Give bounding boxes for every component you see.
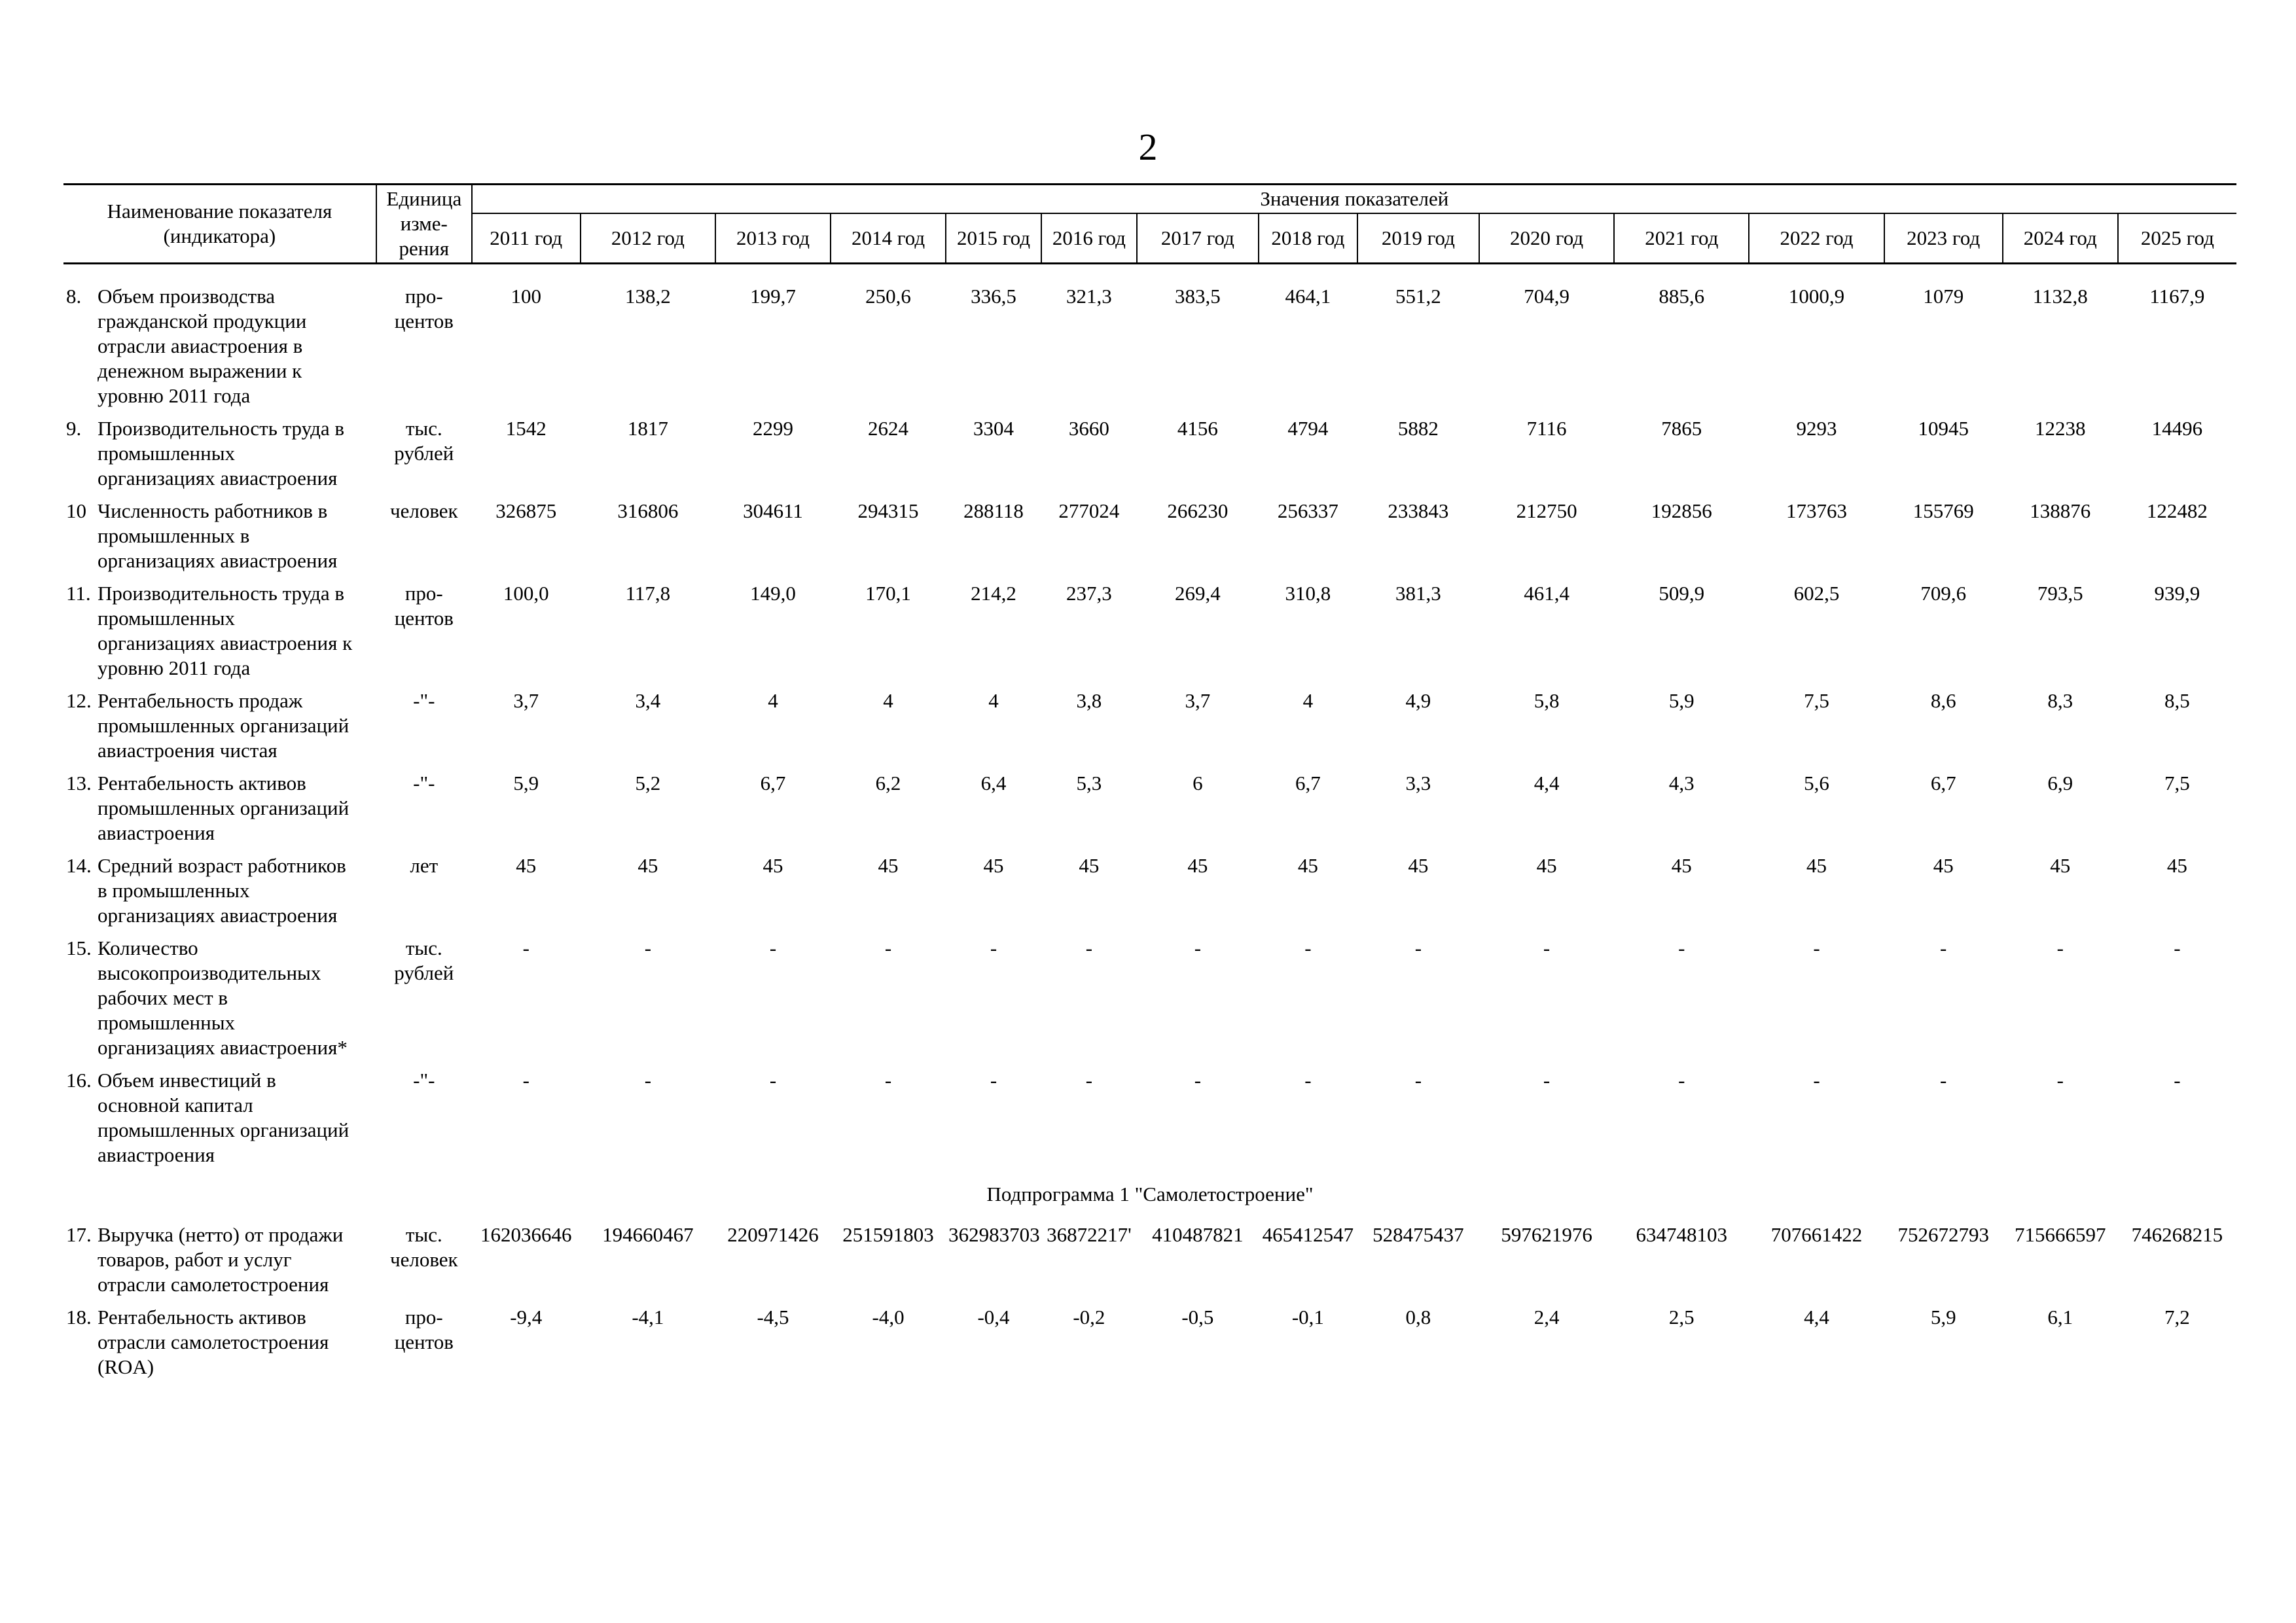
indicator-value: 5,9 xyxy=(1930,1306,1956,1329)
year-header: 2021 год xyxy=(1614,213,1749,264)
indicator-unit: про-центов xyxy=(394,285,454,332)
indicator-value: 294315 xyxy=(857,499,919,522)
indicator-value: 551,2 xyxy=(1395,285,1441,308)
indicator-value: 752672793 xyxy=(1897,1223,1989,1246)
indicator-value: 45 xyxy=(878,854,899,877)
indicator-value: 461,4 xyxy=(1524,582,1570,605)
indicator-value: - xyxy=(1085,1069,1093,1092)
indicator-value: 138876 xyxy=(2030,499,2091,522)
indicator-value: 326875 xyxy=(495,499,557,522)
indicator-value: 45 xyxy=(1297,854,1318,877)
indicator-value: 8,5 xyxy=(2164,689,2190,712)
indicator-value: 7116 xyxy=(1526,417,1567,440)
indicator-value: -0,2 xyxy=(1073,1306,1105,1329)
indicator-value: 45 xyxy=(1187,854,1208,877)
indicator-value: 6 xyxy=(1193,772,1203,794)
indicator-name-header: Наименование показателя (индикатора) xyxy=(63,185,376,264)
indicator-value: 1132,8 xyxy=(2032,285,2088,308)
indicator-value: 45 xyxy=(1079,854,1100,877)
indicator-value: 5,9 xyxy=(1668,689,1695,712)
indicator-value: 14496 xyxy=(2151,417,2203,440)
indicator-value: - xyxy=(1940,1069,1947,1092)
indicator-value: 6,7 xyxy=(1930,772,1956,794)
indicator-unit: тыс. рублей xyxy=(394,936,454,984)
indicator-name-cell xyxy=(63,1068,376,1175)
indicator-value: - xyxy=(1678,1069,1685,1092)
indicator-number: 10 xyxy=(66,499,86,522)
indicator-value: 465412547 xyxy=(1262,1223,1354,1246)
indicator-value: - xyxy=(1085,936,1093,959)
indicator-value: 2624 xyxy=(868,417,909,440)
subprogram-title: Подпрограмма 1 "Самолетостроение" xyxy=(986,1183,1314,1205)
indicator-value: 170,1 xyxy=(865,582,911,605)
indicator-name: Производительность труда в промышленных организациях авиастроения xyxy=(98,417,345,490)
indicator-value: - xyxy=(522,1069,529,1092)
indicator-number: 13. xyxy=(66,772,92,794)
year-header: 2019 год xyxy=(1357,213,1479,264)
indicator-value: 233843 xyxy=(1388,499,1449,522)
indicator-value: - xyxy=(522,936,529,959)
indicator-value: 155769 xyxy=(1912,499,1974,522)
indicator-value: 4794 xyxy=(1287,417,1329,440)
indicator-value: 597621976 xyxy=(1501,1223,1592,1246)
indicator-name-cell xyxy=(63,688,376,771)
indicator-value: 6,2 xyxy=(875,772,901,794)
indicator-value: -4,5 xyxy=(757,1306,789,1329)
year-header: 2016 год xyxy=(1041,213,1137,264)
indicator-value: 6,1 xyxy=(2047,1306,2073,1329)
indicator-value: 7,5 xyxy=(1804,689,1829,712)
indicator-number: 11. xyxy=(66,582,91,605)
indicators-body xyxy=(63,264,2236,1176)
indicator-name: Рентабельность активов промышленных организаций авиастроения xyxy=(98,772,350,844)
indicator-value: 122482 xyxy=(2146,499,2208,522)
indicator-value: 3660 xyxy=(1068,417,1109,440)
indicator-value: - xyxy=(1194,936,1202,959)
indicator-name: Рентабельность активов отрасли самолетостроения (ROA) xyxy=(98,1306,329,1378)
indicator-value: 45 xyxy=(516,854,537,877)
indicator-value: - xyxy=(2056,936,2064,959)
indicator-value: 304611 xyxy=(743,499,803,522)
indicator-name: Численность работников в промышленных в организациях авиастроения xyxy=(98,499,338,572)
year-header: 2018 год xyxy=(1259,213,1357,264)
indicator-value: 9293 xyxy=(1796,417,1837,440)
indicator-value: 321,3 xyxy=(1066,285,1112,308)
indicator-value: 138,2 xyxy=(624,285,671,308)
indicator-value: 8,3 xyxy=(2047,689,2073,712)
indicator-value: 7,5 xyxy=(2164,772,2190,794)
indicator-value: 464,1 xyxy=(1285,285,1331,308)
indicator-name-cell xyxy=(63,936,376,1068)
indicator-value: 173763 xyxy=(1786,499,1848,522)
indicator-value: 383,5 xyxy=(1175,285,1221,308)
year-header: 2017 год xyxy=(1137,213,1259,264)
year-header: 2025 год xyxy=(2118,213,2236,264)
indicator-name: Объем производства гражданской продукции отрасли авиастроения в денежном выражении к уровню 2011 года xyxy=(98,285,307,407)
indicator-value: 10945 xyxy=(1918,417,1969,440)
indicator-value: 45 xyxy=(2166,854,2187,877)
indicator-value: 509,9 xyxy=(1659,582,1705,605)
indicator-value: 45 xyxy=(1933,854,1954,877)
indicator-value: - xyxy=(990,936,997,959)
year-header: 2015 год xyxy=(946,213,1041,264)
indicator-value: 45 xyxy=(637,854,658,877)
indicator-value: - xyxy=(1414,1069,1422,1092)
indicator-value: - xyxy=(1304,1069,1312,1092)
indicator-value: 45 xyxy=(1536,854,1557,877)
indicator-value: 316806 xyxy=(617,499,679,522)
indicator-name-cell xyxy=(63,1222,376,1305)
indicator-row xyxy=(63,416,2236,499)
indicator-number: 8. xyxy=(66,285,82,308)
indicator-row xyxy=(63,1222,2236,1305)
indicator-value: 3,4 xyxy=(635,689,661,712)
indicator-value: 250,6 xyxy=(865,285,911,308)
indicator-name: Объем инвестиций в основной капитал промышленных организаций авиастроения xyxy=(98,1069,350,1166)
indicator-value: 256337 xyxy=(1277,499,1338,522)
indicator-value: 45 xyxy=(1408,854,1429,877)
year-header: 2022 год xyxy=(1749,213,1884,264)
indicator-row xyxy=(63,771,2236,853)
indicator-value: 1167,9 xyxy=(2149,285,2205,308)
indicator-name-cell xyxy=(63,853,376,936)
indicator-name: Количество высокопроизводительных рабочих мест в промышленных организациях авиастроения* xyxy=(98,936,348,1059)
indicator-value: 5,2 xyxy=(635,772,661,794)
indicator-row xyxy=(63,688,2236,771)
indicator-value: 746268215 xyxy=(2131,1223,2223,1246)
values-group-header: Значения показателей xyxy=(472,185,2236,214)
indicator-value: 100 xyxy=(511,285,541,308)
indicator-row xyxy=(63,1068,2236,1175)
indicator-value: 709,6 xyxy=(1920,582,1967,605)
indicator-number: 14. xyxy=(66,854,92,877)
indicator-value: 5,3 xyxy=(1076,772,1102,794)
indicator-name-cell xyxy=(63,1305,376,1387)
indicator-value: 5,6 xyxy=(1804,772,1829,794)
indicator-number: 17. xyxy=(66,1223,92,1246)
indicator-unit: человек xyxy=(390,499,458,522)
indicator-value: 237,3 xyxy=(1066,582,1112,605)
indicator-value: -4,1 xyxy=(632,1306,664,1329)
indicator-value: 939,9 xyxy=(2154,582,2200,605)
indicator-row xyxy=(63,853,2236,936)
indicator-value: - xyxy=(884,936,892,959)
indicator-value: 7865 xyxy=(1661,417,1702,440)
indicator-value: 5882 xyxy=(1397,417,1439,440)
indicator-value: 277024 xyxy=(1058,499,1120,522)
indicator-value: -0,4 xyxy=(977,1306,1010,1329)
indicator-value: 0,8 xyxy=(1405,1306,1431,1329)
indicator-row xyxy=(63,936,2236,1068)
indicator-value: 266230 xyxy=(1167,499,1229,522)
indicator-value: 194660467 xyxy=(602,1223,694,1246)
indicator-value: 6,9 xyxy=(2047,772,2073,794)
indicator-value: - xyxy=(644,936,652,959)
indicator-value: 1000,9 xyxy=(1788,285,1845,308)
indicator-name: Рентабельность продаж промышленных организаций авиастроения чистая xyxy=(98,689,350,762)
indicator-value: 100,0 xyxy=(503,582,549,605)
indicator-value: 704,9 xyxy=(1524,285,1570,308)
indicator-value: 3,7 xyxy=(1185,689,1211,712)
indicator-value: -4,0 xyxy=(872,1306,905,1329)
indicator-value: - xyxy=(769,936,777,959)
indicator-value: - xyxy=(1813,1069,1820,1092)
indicator-value: 3,8 xyxy=(1076,689,1102,712)
indicator-value: - xyxy=(2174,936,2181,959)
indicator-value: 634748103 xyxy=(1636,1223,1728,1246)
indicator-value: - xyxy=(1304,936,1312,959)
indicator-value: 2,5 xyxy=(1668,1306,1695,1329)
indicator-value: 1817 xyxy=(627,417,668,440)
indicator-value: 4,9 xyxy=(1405,689,1431,712)
indicator-name-cell xyxy=(63,416,376,499)
subprogram-body xyxy=(63,1222,2236,1387)
indicator-value: 36872217' xyxy=(1047,1223,1132,1246)
indicator-value: -0,5 xyxy=(1181,1306,1214,1329)
indicator-value: 269,4 xyxy=(1175,582,1221,605)
indicator-value: 2299 xyxy=(753,417,793,440)
indicator-value: 4 xyxy=(768,689,778,712)
indicator-value: 602,5 xyxy=(1793,582,1840,605)
indicator-unit: -"- xyxy=(413,1069,435,1092)
indicator-value: 1542 xyxy=(505,417,547,440)
indicator-value: 381,3 xyxy=(1395,582,1441,605)
indicator-value: -0,1 xyxy=(1291,1306,1324,1329)
year-header: 2020 год xyxy=(1479,213,1614,264)
indicator-unit: про-центов xyxy=(394,582,454,630)
indicators-table xyxy=(63,183,2236,1387)
indicator-value: - xyxy=(1543,1069,1551,1092)
year-header: 2012 год xyxy=(581,213,715,264)
indicator-unit: про-центов xyxy=(394,1306,454,1353)
indicator-value: 45 xyxy=(762,854,783,877)
indicator-value: 12238 xyxy=(2035,417,2086,440)
indicator-value: 6,7 xyxy=(1295,772,1321,794)
year-header: 2023 год xyxy=(1884,213,2003,264)
indicator-value: 192856 xyxy=(1651,499,1712,522)
indicator-value: 410487821 xyxy=(1152,1223,1244,1246)
indicator-value: 4 xyxy=(1302,689,1314,712)
indicator-value: - xyxy=(2056,1069,2064,1092)
indicator-value: 251591803 xyxy=(842,1223,934,1246)
indicator-value: 45 xyxy=(983,854,1004,877)
indicator-value: 4 xyxy=(883,689,893,712)
indicator-unit: -"- xyxy=(413,689,435,712)
indicator-value: - xyxy=(1678,936,1685,959)
year-header: 2024 год xyxy=(2003,213,2118,264)
indicator-value: -9,4 xyxy=(510,1306,543,1329)
indicator-value: 4 xyxy=(988,689,999,712)
indicator-name-cell xyxy=(63,771,376,853)
indicator-value: 212750 xyxy=(1516,499,1577,522)
indicator-value: 7,2 xyxy=(2164,1306,2190,1329)
indicator-value: - xyxy=(1813,936,1820,959)
indicator-value: 45 xyxy=(2050,854,2071,877)
indicator-number: 18. xyxy=(66,1306,92,1329)
indicator-value: 3,7 xyxy=(513,689,539,712)
indicator-unit: тыс. рублей xyxy=(394,417,454,465)
indicator-value: 199,7 xyxy=(750,285,796,308)
indicator-value: 3304 xyxy=(973,417,1014,440)
indicator-value: - xyxy=(884,1069,892,1092)
indicator-name: Выручка (нетто) от продажи товаров, работ и услуг отрасли самолетостроения xyxy=(98,1223,344,1296)
indicator-value: 6,7 xyxy=(760,772,786,794)
indicator-name-cell xyxy=(63,499,376,581)
indicator-value: 4156 xyxy=(1177,417,1218,440)
indicator-value: - xyxy=(2174,1069,2181,1092)
indicator-value: 4,3 xyxy=(1668,772,1695,794)
indicator-unit: -"- xyxy=(413,772,435,794)
indicator-value: - xyxy=(644,1069,652,1092)
unit-header: Единица изме-рения xyxy=(376,185,472,264)
indicator-value: 4,4 xyxy=(1804,1306,1829,1329)
indicator-value: 5,9 xyxy=(513,772,539,794)
indicator-value: 707661422 xyxy=(1770,1223,1863,1246)
indicator-name: Средний возраст работников в промышленных организациях авиастроения xyxy=(98,854,346,927)
indicator-value: - xyxy=(1194,1069,1202,1092)
indicator-value: - xyxy=(1940,936,1947,959)
year-header: 2014 год xyxy=(831,213,946,264)
indicator-name-cell xyxy=(63,284,376,416)
indicator-number: 15. xyxy=(66,936,92,959)
indicator-value: 288118 xyxy=(963,499,1024,522)
indicator-unit: лет xyxy=(410,854,439,877)
indicator-row xyxy=(63,581,2236,688)
indicator-row xyxy=(63,284,2236,416)
indicator-row xyxy=(63,499,2236,581)
indicator-value: 715666597 xyxy=(2015,1223,2106,1246)
indicator-value: 310,8 xyxy=(1285,582,1331,605)
indicator-number: 12. xyxy=(66,689,92,712)
indicator-value: 3,3 xyxy=(1405,772,1431,794)
indicator-value: 117,8 xyxy=(625,582,671,605)
indicator-value: 149,0 xyxy=(750,582,796,605)
page-number: 2 xyxy=(1138,126,1158,168)
indicator-value: 528475437 xyxy=(1372,1223,1464,1246)
indicator-value: - xyxy=(1414,936,1422,959)
indicator-value: 6,4 xyxy=(980,772,1007,794)
indicator-value: 214,2 xyxy=(971,582,1016,605)
indicator-unit: тыс. человек xyxy=(390,1223,458,1271)
indicator-value: 5,8 xyxy=(1534,689,1560,712)
indicator-value: - xyxy=(990,1069,997,1092)
indicator-value: 45 xyxy=(1806,854,1827,877)
indicator-value: 793,5 xyxy=(2037,582,2083,605)
indicator-value: 336,5 xyxy=(971,285,1016,308)
indicator-value: 2,4 xyxy=(1534,1306,1560,1329)
indicator-value: 4,4 xyxy=(1534,772,1560,794)
indicator-value: - xyxy=(769,1069,777,1092)
year-header: 2013 год xyxy=(715,213,831,264)
indicator-value: 45 xyxy=(1671,854,1692,877)
indicator-value: 8,6 xyxy=(1930,689,1956,712)
indicator-value: 1079 xyxy=(1923,285,1964,308)
indicator-number: 9. xyxy=(66,417,82,440)
indicator-value: 220971426 xyxy=(727,1223,819,1246)
indicator-value: 885,6 xyxy=(1659,285,1705,308)
year-header: 2011 год xyxy=(472,213,581,264)
indicator-value: - xyxy=(1543,936,1551,959)
indicator-row xyxy=(63,1305,2236,1387)
indicator-value: 162036646 xyxy=(480,1223,572,1246)
indicator-name-cell xyxy=(63,581,376,688)
indicator-number: 16. xyxy=(66,1069,92,1092)
indicator-value: 362983703 xyxy=(948,1223,1040,1246)
indicator-name: Производительность труда в промышленных организациях авиастроения к уровню 2011 года xyxy=(98,582,353,679)
